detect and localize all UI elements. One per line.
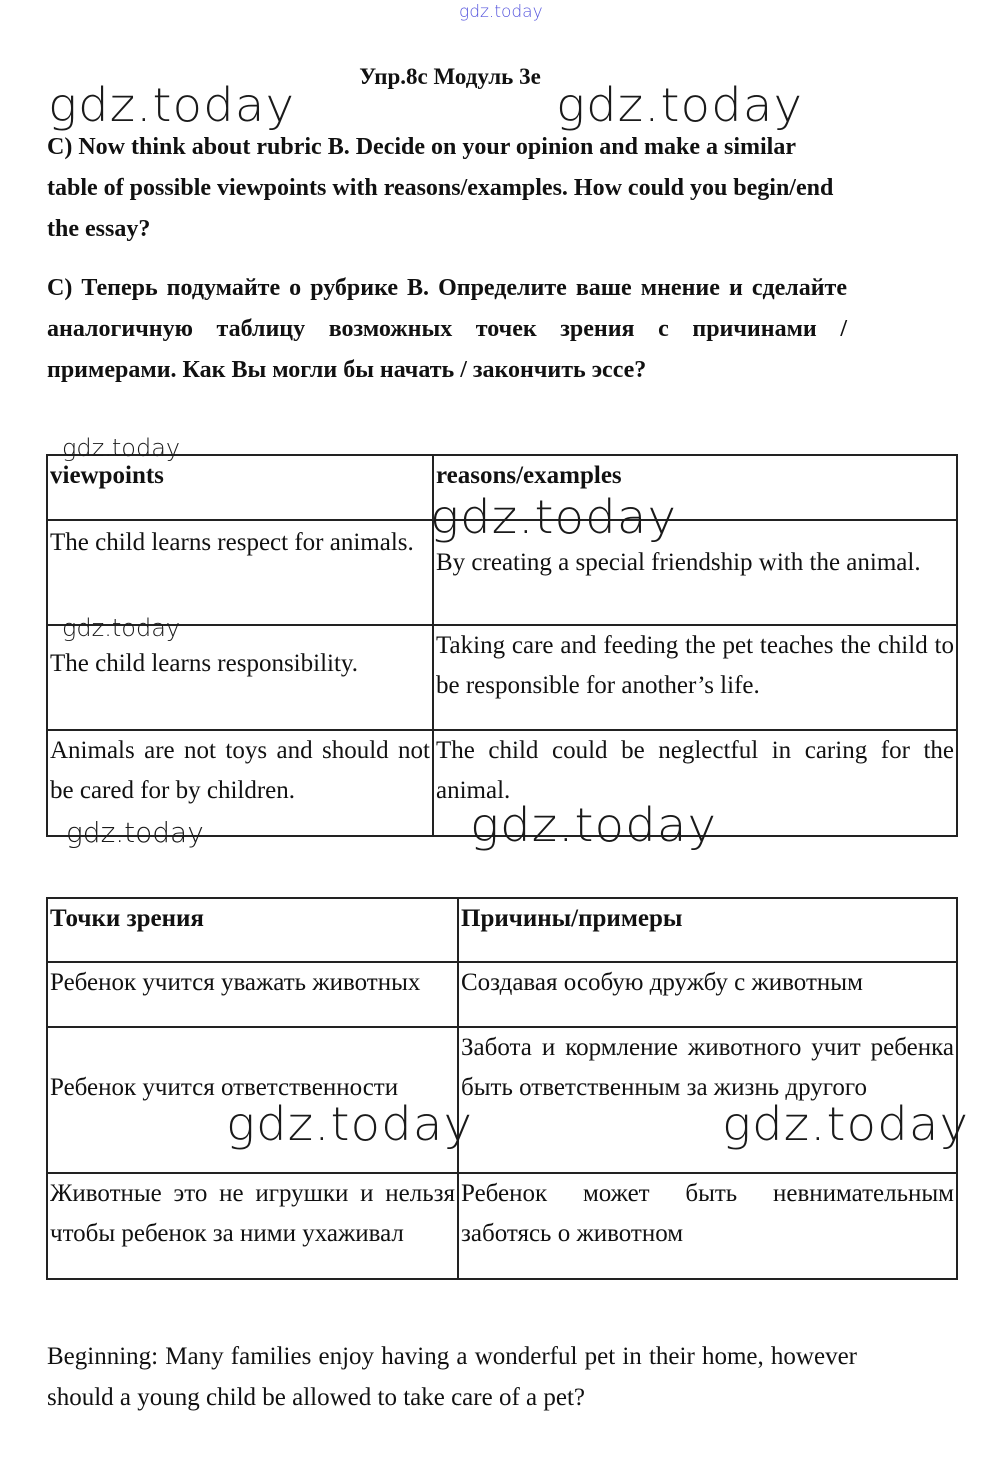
reason-cell: Taking care and feeding the pet teaches the child to be responsible for another’s life.	[433, 625, 957, 730]
header-reasons: Причины/примеры	[458, 898, 957, 962]
watermark: gdz.today	[48, 78, 296, 132]
watermark: gdz.today	[470, 798, 718, 852]
essay-beginning: Beginning: Many families enjoy having a wonderful pet in their home, however should a young child be allowed to take care of a pet?	[47, 1343, 857, 1411]
table-header-row	[47, 898, 957, 962]
viewpoint-cell: The child learns respect for animals.	[47, 520, 433, 625]
viewpoint-cell: The child learns responsibility.	[47, 625, 433, 730]
reason-cell: By creating a special friendship with the animal.	[433, 520, 957, 625]
table-row	[47, 625, 957, 730]
viewpoint-cell: Ребенок учится уважать животных	[47, 962, 458, 1027]
table-row	[47, 1173, 957, 1279]
viewpoint-cell: Ребенок учится ответственности	[47, 1027, 458, 1173]
header-viewpoints: viewpoints	[47, 455, 433, 520]
watermark: gdz.today	[556, 78, 804, 132]
page-title-text: Упр.8с Модуль 3е	[359, 64, 541, 89]
reason-cell: Создавая особую дружбу с животным	[458, 962, 957, 1027]
watermark: gdz.today	[62, 434, 181, 462]
instruction-english: C) Now think about rubric B. Decide on your opinion and make a similar table of possible viewpoints with reasons/examples. How could you begin/end the essay?	[47, 134, 834, 242]
reason-cell: Ребенок может быть невнимательным заботясь о животном	[458, 1173, 957, 1279]
header-reasons: reasons/examples	[433, 455, 957, 520]
watermark: gdz.today	[430, 490, 678, 544]
watermark: gdz.today	[722, 1097, 970, 1151]
viewpoint-cell: Животные это не игрушки и нельзя чтобы ребенок за ними ухаживал	[47, 1173, 458, 1279]
reason-cell: Забота и кормление животного учит ребенка быть ответственным за жизнь другого	[458, 1027, 957, 1173]
watermark-top: gdz.today	[459, 2, 543, 22]
watermark: gdz.today	[226, 1097, 474, 1151]
page-title	[0, 64, 900, 90]
watermark: gdz.today	[66, 816, 204, 849]
header-viewpoints: Точки зрения	[47, 898, 458, 962]
reason-cell: The child could be neglectful in caring for the animal.	[433, 730, 957, 836]
table-row	[47, 962, 957, 1027]
instruction-russian: С) Теперь подумайте о рубрике В. Определите ваше мнение и сделайте аналогичную таблицу возможных точек зрения с причинами / примерами. Как Вы могли бы начать / закончить эссе?	[47, 275, 847, 383]
viewpoints-table-russian	[46, 897, 958, 1280]
viewpoint-cell: Animals are not toys and should not be cared for by children.	[47, 730, 433, 836]
watermark: gdz.today	[62, 614, 181, 642]
